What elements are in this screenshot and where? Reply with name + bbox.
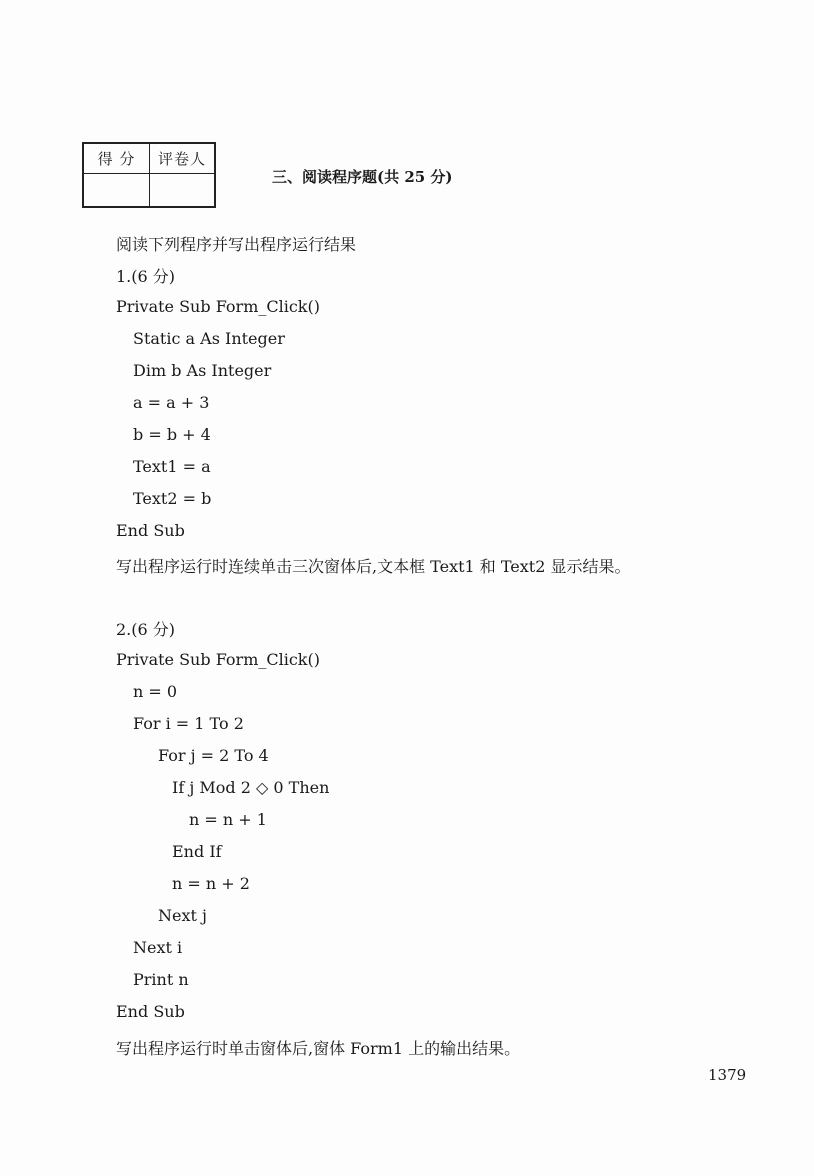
q2-code-line: For j = 2 To 4 <box>158 746 269 765</box>
q2-code-line: n = n + 1 <box>189 810 267 829</box>
q1-code-line: a = a + 3 <box>133 393 210 412</box>
q1-code-line: Dim b As Integer <box>133 361 272 380</box>
q1-code-line: End Sub <box>116 521 185 540</box>
q2-code-line: Private Sub Form_Click() <box>116 650 320 669</box>
q2-code-line: n = n + 2 <box>172 874 250 893</box>
q2-code-line: Next j <box>158 906 207 925</box>
q2-code-line: Next i <box>133 938 183 957</box>
score-cell <box>84 174 150 206</box>
q2-code-line: If j Mod 2 ◇ 0 Then <box>172 778 330 797</box>
q1-number: 1.(6 分) <box>116 267 176 286</box>
page-number: 1379 <box>708 1066 747 1084</box>
q1-question: 写出程序运行时连续单击三次窗体后,文本框 Text1 和 Text2 显示结果。 <box>116 557 631 576</box>
q2-question: 写出程序运行时单击窗体后,窗体 Form1 上的输出结果。 <box>116 1039 521 1058</box>
q2-code-line: End If <box>172 842 222 861</box>
q2-code-line: For i = 1 To 2 <box>133 714 244 733</box>
grader-label: 评卷人 <box>150 144 214 174</box>
q1-code-line: Private Sub Form_Click() <box>116 297 320 316</box>
section-title: 三、阅读程序题(共 25 分) <box>272 168 453 186</box>
q1-code-line: Text1 = a <box>133 457 211 476</box>
q1-code-line: b = b + 4 <box>133 425 211 444</box>
score-label: 得 分 <box>84 144 150 174</box>
q1-code-line: Text2 = b <box>133 489 212 508</box>
score-table <box>82 142 216 208</box>
q2-code-line: n = 0 <box>133 682 178 701</box>
q2-code-line: End Sub <box>116 1002 185 1021</box>
q2-code-line: Print n <box>133 970 189 989</box>
instruction: 阅读下列程序并写出程序运行结果 <box>116 235 357 254</box>
grader-cell <box>150 174 214 206</box>
q1-code-line: Static a As Integer <box>133 329 285 348</box>
q2-number: 2.(6 分) <box>116 620 176 639</box>
